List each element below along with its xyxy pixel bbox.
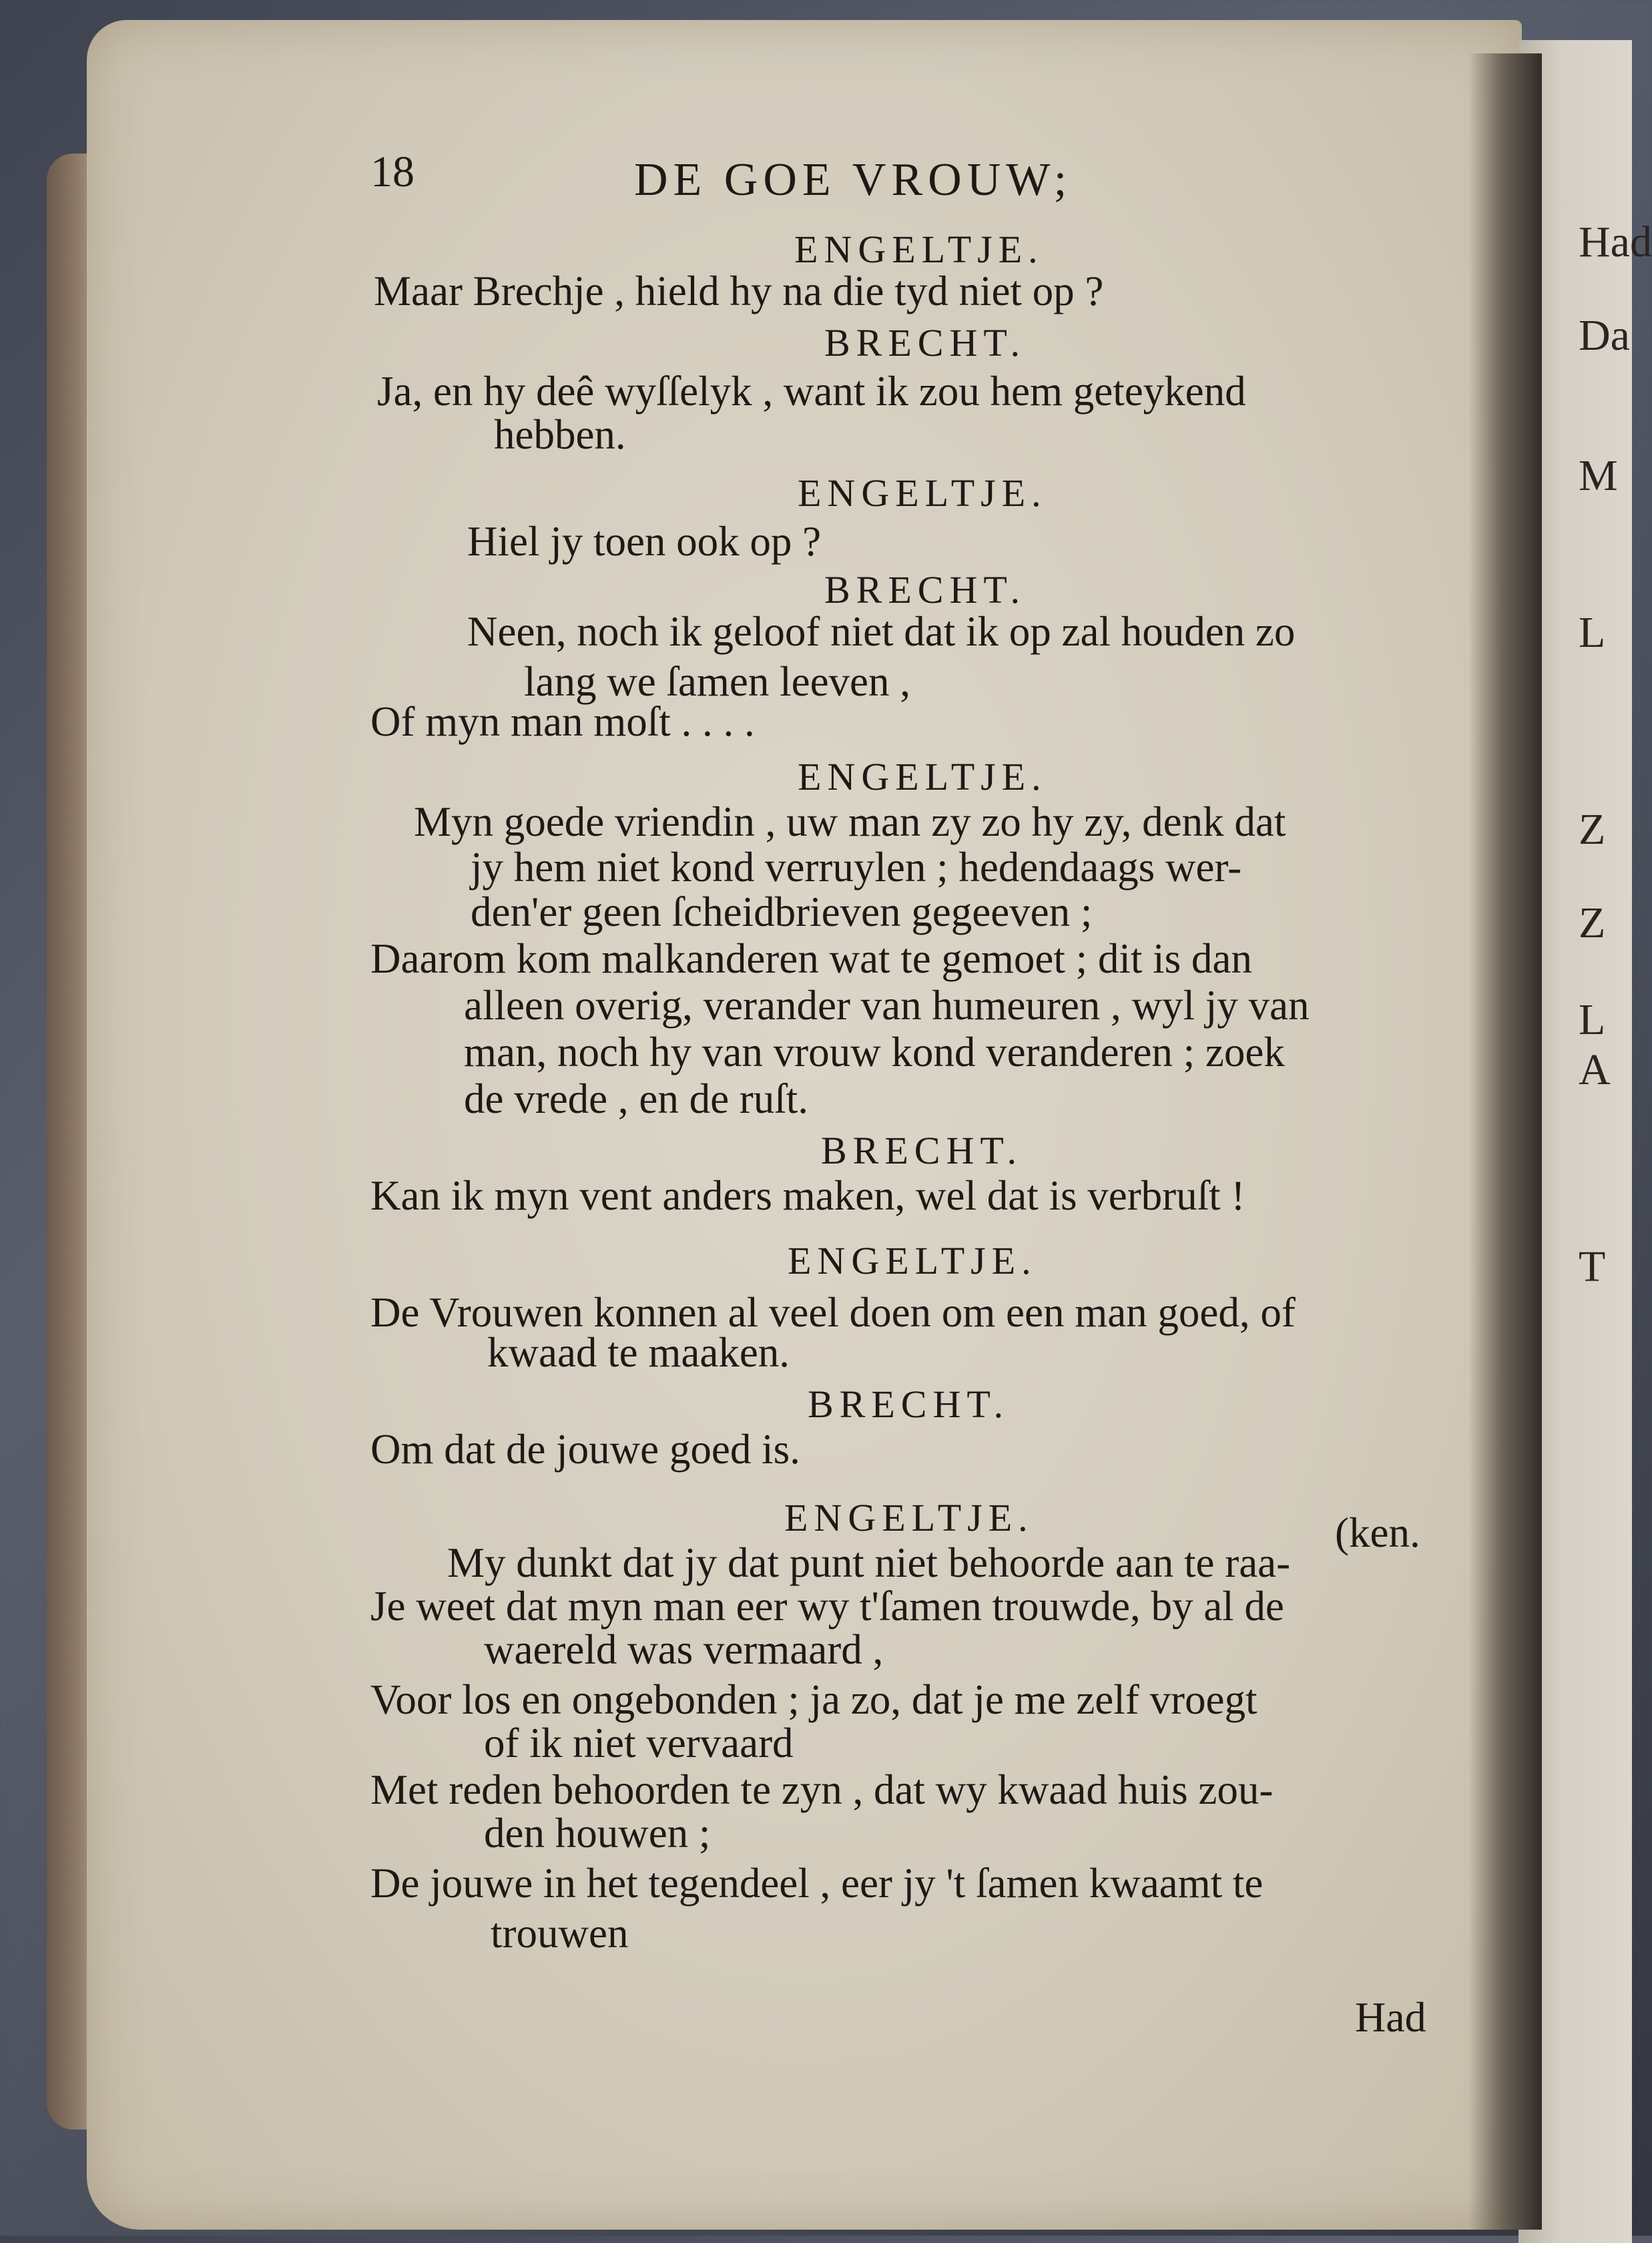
text-line: hebben. (494, 411, 626, 458)
text-line: of ik niet vervaard (484, 1720, 794, 1766)
text-line: den houwen ; (484, 1810, 711, 1856)
turnover-fragment: (ken. (1335, 1509, 1420, 1556)
facing-page-fragment: T (1579, 1242, 1606, 1291)
facing-page-fragment: Z (1579, 899, 1606, 947)
catchword: Had (1355, 1993, 1426, 2041)
text-line: Kan ik myn vent anders maken, wel dat is verbruſt ! (370, 1172, 1246, 1219)
text-line: Om dat de jouwe goed is. (370, 1426, 800, 1473)
text-line: My dunkt dat jy dat punt niet behoorde aan te raa- (447, 1539, 1291, 1586)
speaker-heading: ENGELTJE. (788, 1239, 1037, 1282)
text-line: trouwen (491, 1910, 629, 1957)
text-line: Voor los en ongebonden ; ja zo, dat je me zelf vroegt (370, 1676, 1258, 1723)
text-line: Ja, en hy deê wyſſelyk , want ik zou hem geteykend (377, 368, 1246, 415)
running-title: DE GOE VROUW; (634, 154, 1073, 206)
text-line: kwaad te maaken. (487, 1329, 790, 1376)
text-line: jy hem niet kond verruylen ; hedendaags wer- (471, 844, 1242, 891)
facing-page-fragment: A (1579, 1045, 1611, 1094)
text-line: Hiel jy toen ook op ? (467, 518, 822, 565)
text-line: alleen overig, verander van humeuren , wyl jy van (464, 982, 1310, 1029)
facing-page-fragment: M (1579, 451, 1618, 500)
speaker-heading: BRECHT. (808, 1383, 1009, 1426)
text-line: De jouwe in het tegendeel , eer jy 't ſamen kwaamt te (370, 1860, 1264, 1907)
speaker-heading: ENGELTJE. (794, 228, 1044, 271)
text-line: Met reden behoorden te zyn , dat wy kwaad huis zou- (370, 1766, 1274, 1813)
text-line: De Vrouwen konnen al veel doen om een man goed, of (370, 1289, 1296, 1336)
book-gutter (1468, 53, 1542, 2230)
facing-page-fragment: Da (1579, 311, 1630, 360)
text-line: den'er geen ſcheidbrieven gegeeven ; (471, 889, 1093, 935)
speaker-heading: ENGELTJE. (784, 1496, 1034, 1539)
text-line: de vrede , en de ruſt. (464, 1075, 809, 1122)
text-line: Myn goede vriendin , uw man zy zo hy zy, denk dat (414, 798, 1286, 845)
text-line: Neen, noch ik geloof niet dat ik op zal houden zo (467, 608, 1296, 655)
speaker-heading: BRECHT. (821, 1129, 1023, 1172)
text-line: lang we ſamen leeven , (524, 658, 910, 705)
facing-page-fragment: L (1579, 608, 1606, 657)
facing-page-fragment: Had (1579, 218, 1652, 266)
page-number: 18 (370, 148, 415, 196)
text-line: Je weet dat myn man eer wy t'ſamen trouwde, by al de (370, 1583, 1284, 1630)
text-line: waereld was vermaard , (484, 1626, 884, 1673)
speaker-heading: BRECHT. (824, 321, 1026, 364)
facing-page-fragment: Z (1579, 805, 1606, 854)
speaker-heading: ENGELTJE. (798, 755, 1047, 798)
text-line: Daarom kom malkanderen wat te gemoet ; dit is dan (370, 935, 1252, 982)
speaker-heading: BRECHT. (824, 568, 1026, 611)
text-line: man, noch hy van vrouw kond veranderen ; zoek (464, 1029, 1285, 1075)
text-line: Maar Brechje , hield hy na die tyd niet op ? (374, 268, 1104, 314)
facing-page-fragment: L (1579, 995, 1606, 1044)
text-line: Of myn man moſt . . . . (370, 698, 755, 745)
speaker-heading: ENGELTJE. (798, 471, 1047, 515)
